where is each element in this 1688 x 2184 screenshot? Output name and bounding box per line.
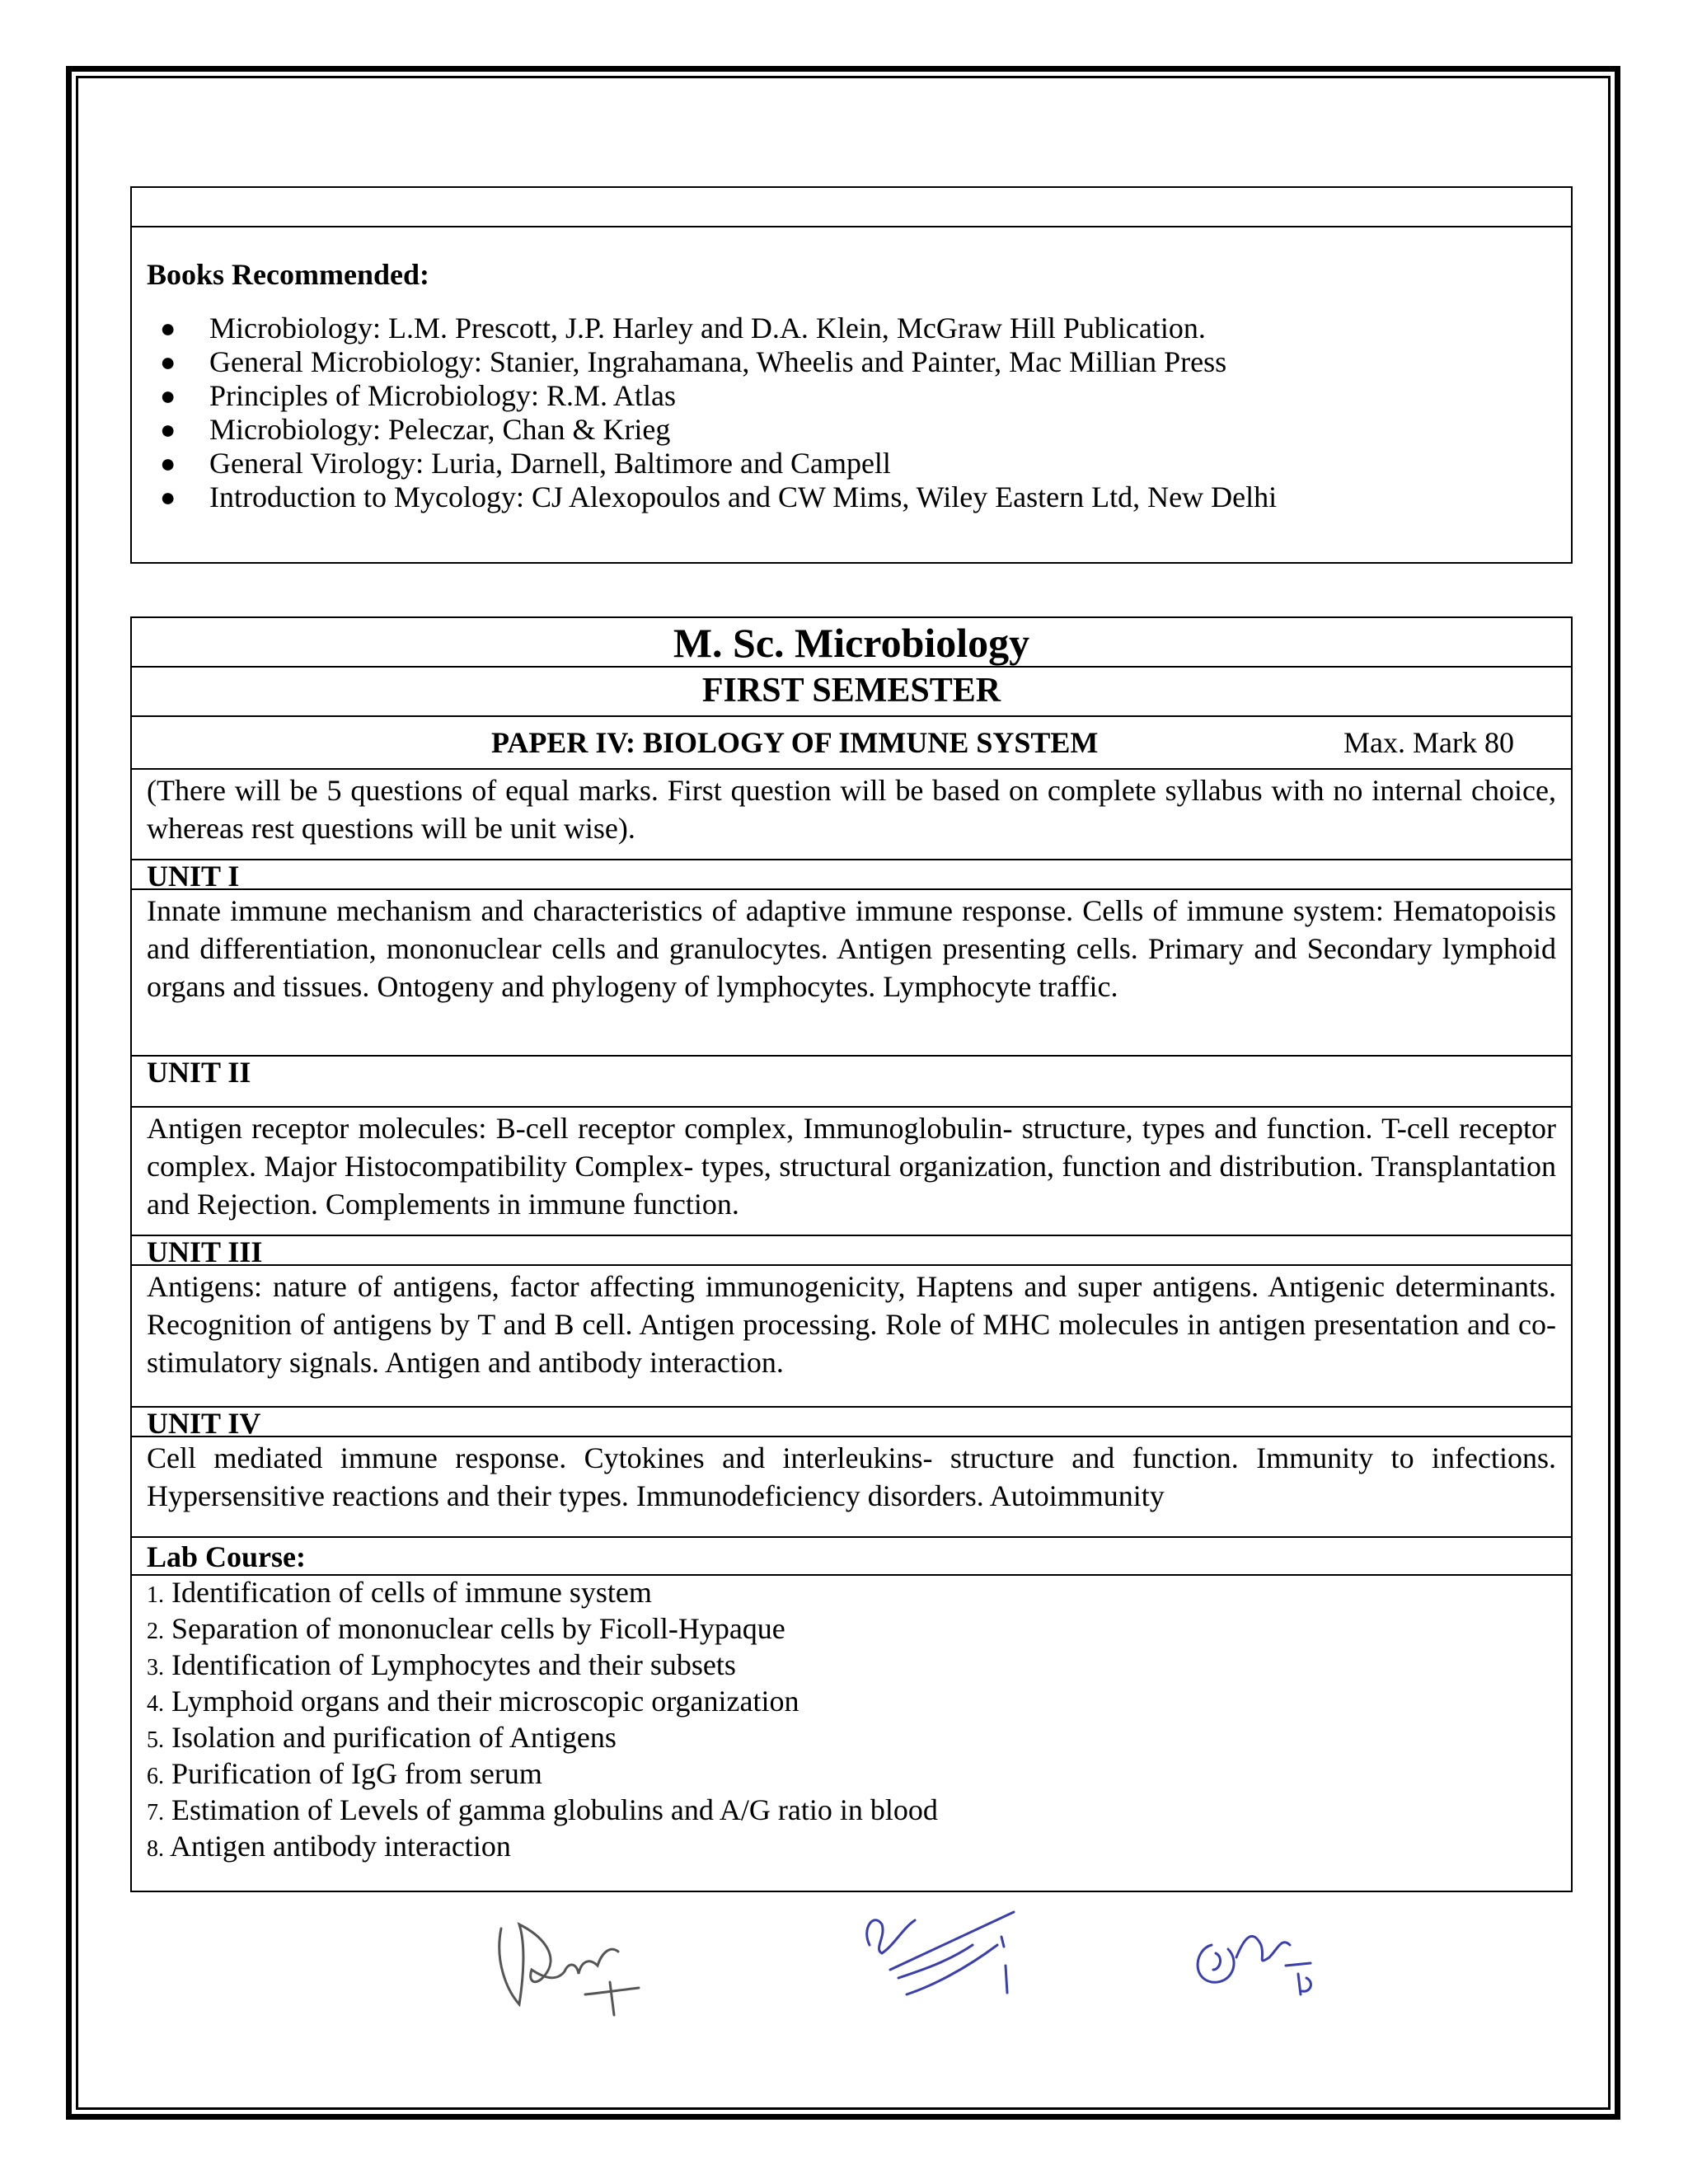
book-item: ● Introduction to Mycology: CJ Alexopoulos and CW Mims, Wiley Eastern Ltd, New Delhi	[160, 480, 1278, 513]
bullet-icon: ●	[160, 313, 176, 343]
unit-content: Innate immune mechanism and characteristics of adaptive immune response. Cells of immune system: Hematopoisis and differentiation, mononuclear cells and granulocytes. Antigen presenting cells. Primary and Secondary lymphoid organs and tissues. Ontogeny and phylogeny of lymphocytes. Lymphocyte traffic.	[132, 890, 1571, 1057]
unit-heading: UNIT I	[132, 860, 1571, 890]
unit-content: Antigens: nature of antigens, factor affecting immunogenicity, Haptens and super antigens. Antigenic determinants. Recognition of antigens by T and B cell. Antigen processing. Role of MHC molecules in antigen presentation and co-stimulatory signals. Antigen and antibody interaction.	[132, 1266, 1571, 1408]
signature-3	[1187, 1912, 1319, 2003]
syllabus-table	[130, 616, 1573, 1892]
lab-item: 3. Identification of Lymphocytes and their subsets	[147, 1648, 736, 1681]
bullet-icon: ●	[160, 448, 176, 478]
book-item: ● General Virology: Luria, Darnell, Baltimore and Campell	[160, 447, 891, 480]
bullet-icon: ●	[160, 482, 176, 512]
signature-1	[486, 1912, 651, 2019]
book-item: ● Principles of Microbiology: R.M. Atlas	[160, 379, 676, 412]
lab-item: 5. Isolation and purification of Antigens	[147, 1721, 617, 1754]
paper-title: PAPER IV: BIOLOGY OF IMMUNE SYSTEM	[491, 726, 1099, 759]
lab-item: 4. Lymphoid organs and their microscopic organization	[147, 1685, 799, 1718]
books-list	[132, 312, 1571, 514]
max-mark: Max. Mark 80	[1343, 726, 1514, 759]
lab-item: 7. Estimation of Levels of gamma globulins and A/G ratio in blood	[147, 1793, 938, 1826]
lab-item: 8. Antigen antibody interaction	[147, 1830, 511, 1863]
unit-content: Antigen receptor molecules: B-cell receptor complex, Immunoglobulin- structure, types and function. T-cell receptor complex. Major Histocompatibility Complex- types, structural organization, function and distribution. Transplantation and Rejection. Complements in immune function.	[132, 1108, 1571, 1236]
bullet-icon: ●	[160, 347, 176, 377]
book-item: ● General Microbiology: Stanier, Ingrahamana, Wheelis and Painter, Mac Millian Press	[160, 345, 1227, 378]
books-heading: Books Recommended:	[147, 258, 429, 291]
unit-heading: UNIT IV	[132, 1408, 1571, 1437]
unit-content: Cell mediated immune response. Cytokines and interleukins- structure and function. Immunity to infections. Hypersensitive reactions and their types. Immunodeficiency disorders. Autoimmunity	[132, 1437, 1571, 1538]
lab-course-list	[132, 1576, 1571, 1891]
paper-row	[132, 717, 1571, 770]
book-item: ● Microbiology: L.M. Prescott, J.P. Harley and D.A. Klein, McGraw Hill Publication.	[160, 312, 1206, 344]
book-item: ● Microbiology: Peleczar, Chan & Krieg	[160, 413, 671, 446]
lab-course-heading: Lab Course:	[132, 1538, 1571, 1576]
unit-heading: UNIT III	[132, 1236, 1571, 1266]
books-recommended-box	[130, 186, 1573, 564]
lab-item: 1. Identification of cells of immune system	[147, 1576, 652, 1609]
course-title: M. Sc. Microbiology	[132, 618, 1571, 668]
semester-title: FIRST SEMESTER	[132, 668, 1571, 717]
bullet-icon: ●	[160, 415, 176, 444]
unit-heading: UNIT II	[132, 1057, 1571, 1108]
books-top-strip	[132, 188, 1571, 227]
lab-item: 6. Purification of IgG from serum	[147, 1757, 542, 1790]
lab-item: 2. Separation of mononuclear cells by Ficoll-Hypaque	[147, 1612, 785, 1645]
exam-note: (There will be 5 questions of equal marks. First question will be based on complete syllabus with no internal choice, whereas rest questions will be unit wise).	[132, 770, 1571, 860]
signature-2	[857, 1896, 1030, 2011]
bullet-icon: ●	[160, 381, 176, 410]
lab-course-list-row	[132, 1576, 1571, 1891]
